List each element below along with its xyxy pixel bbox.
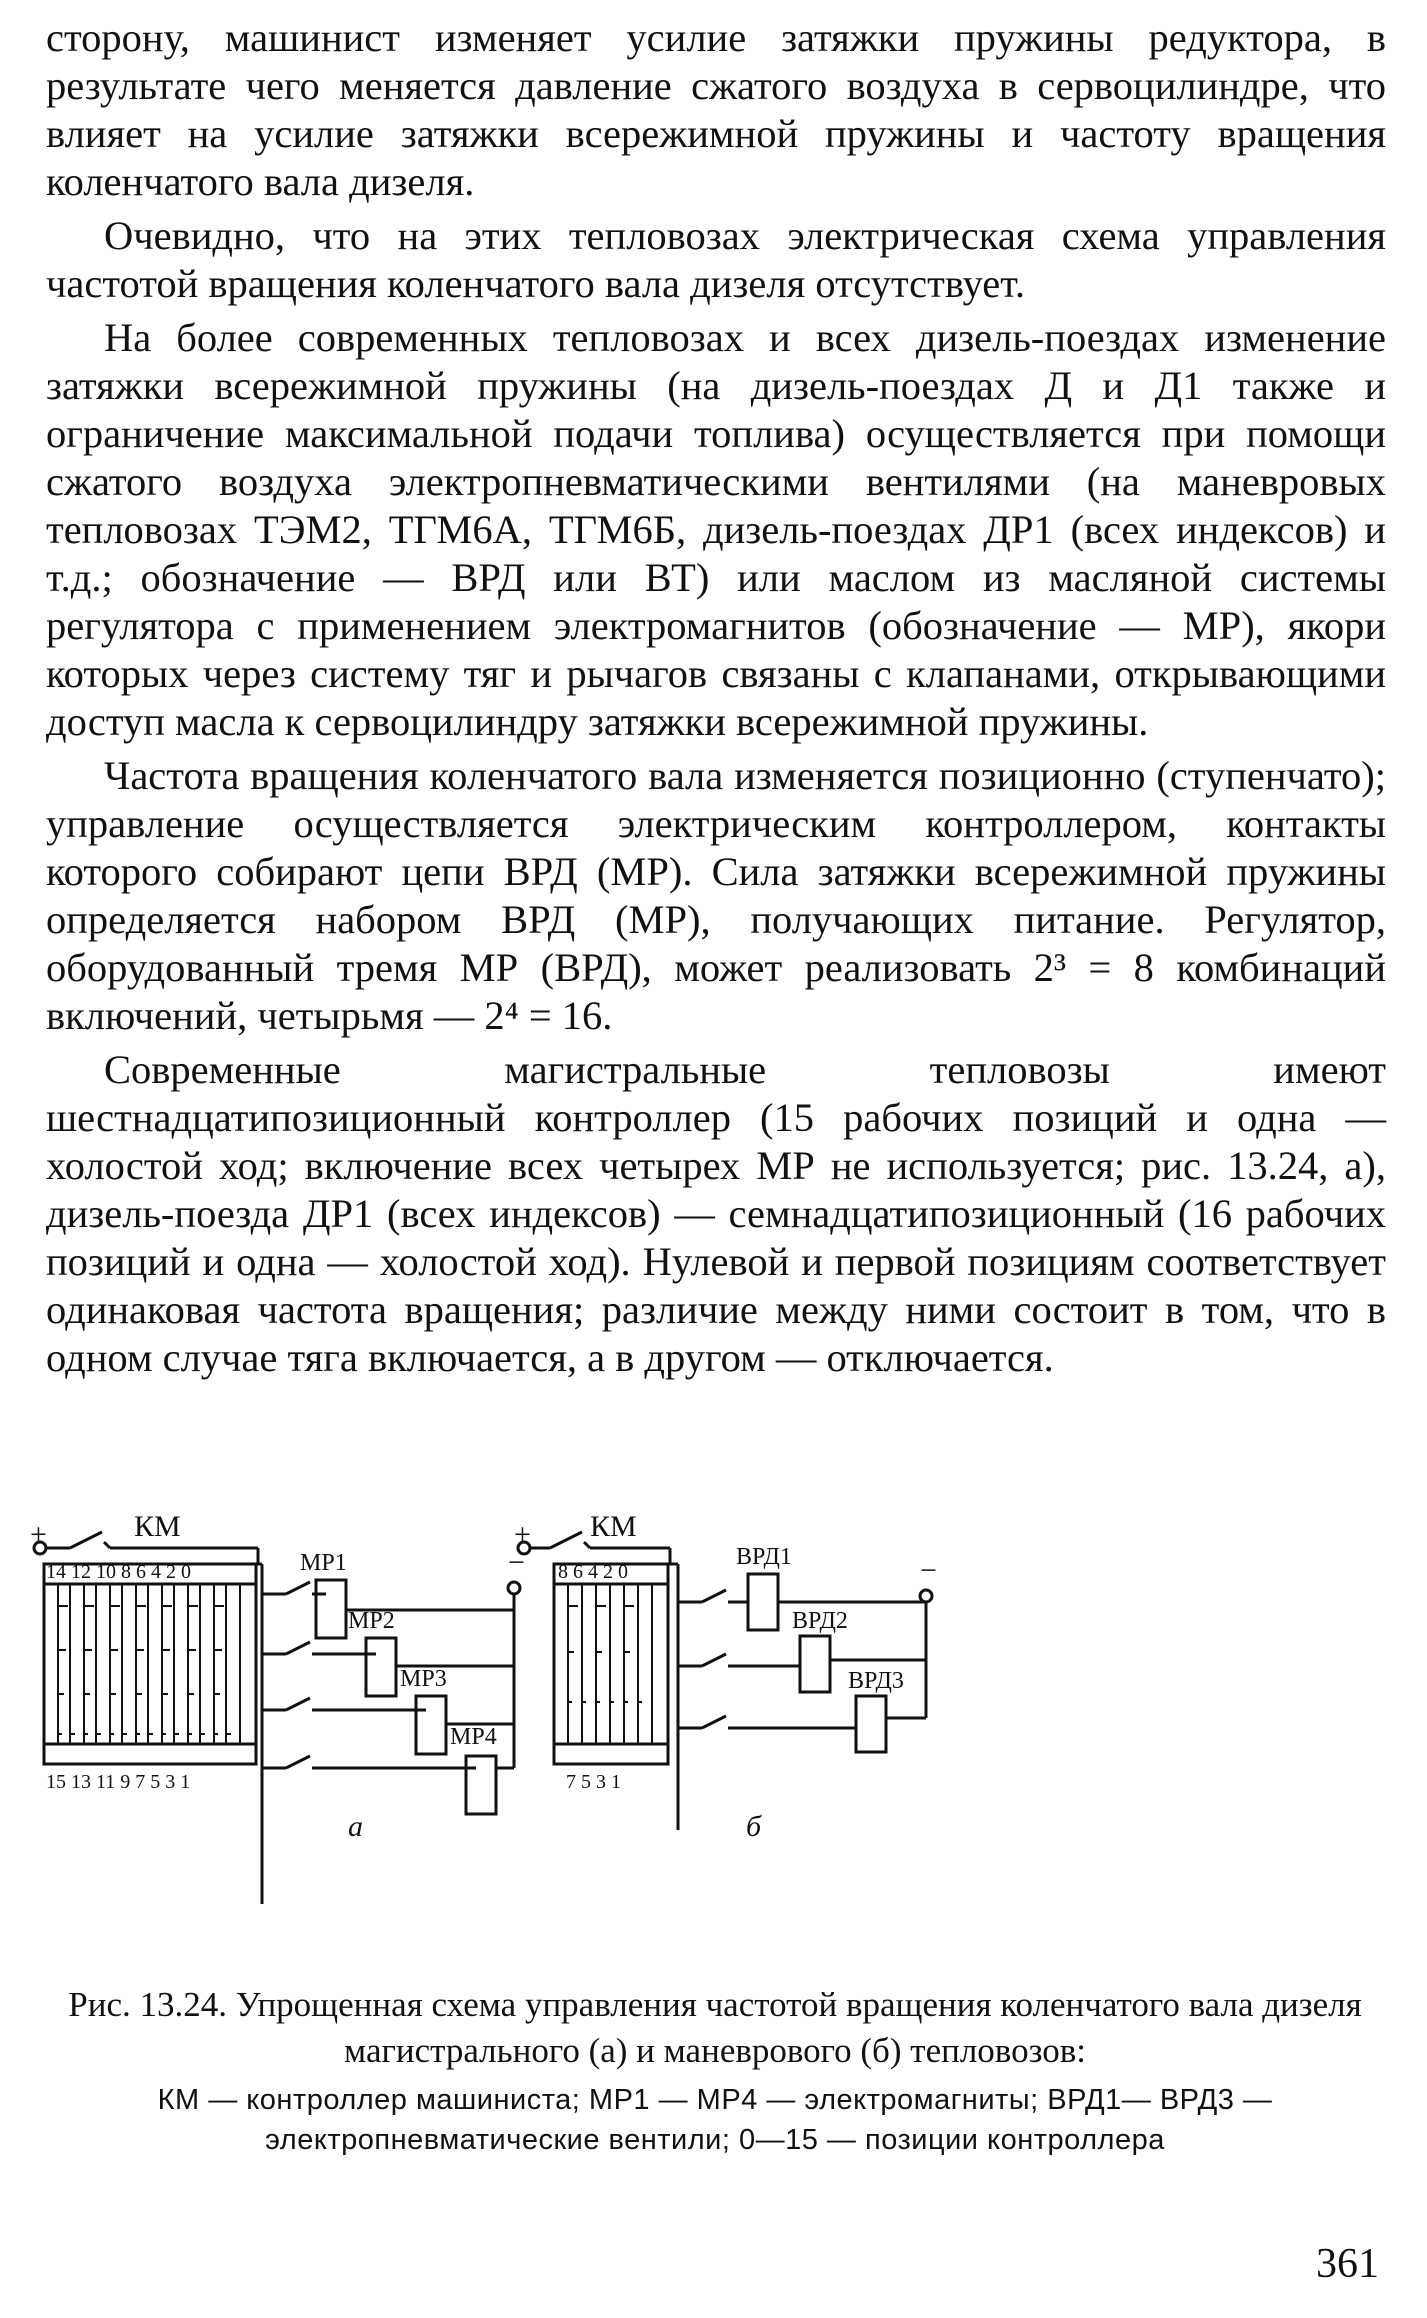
paragraph-2: Очевидно, что на этих тепловозах электрическая схема управления частотой вращения коленчатого вала дизеля отсутствует. bbox=[46, 213, 1386, 306]
coil-label-mr1: МР1 bbox=[300, 1550, 347, 1576]
circuit-figure bbox=[30, 1506, 1400, 1976]
bottom-positions-a: 15 13 11 9 7 5 3 1 bbox=[46, 1771, 191, 1793]
figure-legend: КМ — контроллер машиниста; МР1 — МР4 — электромагниты; ВРД1— ВРД3 — электропневматические вентили; 0—15 — позиции контроллера bbox=[157, 2084, 1273, 2156]
paragraph-5: Современные магистральные тепловозы имеют шестнадцатипозиционный контроллер (15 рабочих позиций и одна — холостой ход; включение всех четырех МР не используется; рис. 13.24, а), дизель-поезда ДР1 (всех индексов) — семнадцатипозиционный (16 рабочих позиций и одна — холостой ход). Нулевой и первой позициям соответствует одинаковая частота вращения; различие между ними состоит в том, что в одном случае тяга включается, а в другом — отключается. bbox=[46, 1047, 1386, 1380]
coil-label-mr3: МР3 bbox=[400, 1666, 447, 1692]
coil-label-vrd3: ВРД3 bbox=[848, 1668, 904, 1694]
page-number: 361 bbox=[1316, 2241, 1379, 2287]
sublabel-b: б bbox=[746, 1810, 762, 1843]
controller-label-b: КМ bbox=[590, 1510, 637, 1543]
coil-label-vrd2: ВРД2 bbox=[792, 1608, 848, 1634]
body-text bbox=[46, 14, 1386, 1388]
top-positions-b: 8 6 4 2 0 bbox=[558, 1561, 628, 1583]
paragraph-4: Частота вращения коленчатого вала изменяется позиционно (ступенчато); управление осуществляется электрическим контроллером, контакты которого собирают цепи ВРД (МР). Сила затяжки всережимной пружины определяется набором ВРД (МР), получающих питание. Регулятор, оборудованный тремя МР (ВРД), может реализовать 2³ = 8 комбинаций включений, четырьмя — 2⁴ = 16. bbox=[46, 753, 1386, 1038]
figure-caption: Рис. 13.24. Упрощенная схема управления частотой вращения коленчатого вала дизеля магистрального (а) и маневрового (б) тепловозов: bbox=[68, 1985, 1362, 2070]
controller-label-a: КМ bbox=[134, 1510, 181, 1543]
coil-label-mr4: МР4 bbox=[450, 1724, 497, 1750]
paragraph-3: На более современных тепловозах и всех дизель-поездах изменение затяжки всережимной пружины (на дизель-поездах Д и Д1 также и ограничение максимальной подачи топлива) осуществляется при помощи сжатого воздуха электропневматическими вентилями (на маневровых тепловозах ТЭМ2, ТГМ6А, ТГМ6Б, дизель-поездах ДР1 (всех индексов) и т.д.; обозначение — ВРД или ВТ) или маслом из масляной системы регулятора с применением электромагнитов (обозначение — МР), якори которых через систему тяг и рычагов связаны с клапанами, открывающими доступ масла к сервоцилиндру затяжки всережимной пружины. bbox=[46, 315, 1386, 744]
minus-label-a: − bbox=[508, 1546, 525, 1579]
minus-label-b: − bbox=[920, 1554, 937, 1587]
plus-label-b: + bbox=[514, 1518, 531, 1551]
bottom-positions-b: 7 5 3 1 bbox=[566, 1771, 621, 1793]
coil-label-vrd1: ВРД1 bbox=[736, 1544, 792, 1570]
top-positions-a: 14 12 10 8 6 4 2 0 bbox=[46, 1561, 191, 1583]
paragraph-1: сторону, машинист изменяет усилие затяжки пружины редуктора, в результате чего меняется давление сжатого воздуха в сервоцилиндре, что влияет на усилие затяжки всережимной пружины и частоту вращения коленчатого вала дизеля. bbox=[46, 15, 1386, 204]
coil-label-mr2: МР2 bbox=[348, 1608, 395, 1634]
circuit-diagram bbox=[30, 1506, 1400, 1976]
sublabel-a: а bbox=[348, 1810, 363, 1843]
plus-label-a: + bbox=[30, 1518, 47, 1551]
